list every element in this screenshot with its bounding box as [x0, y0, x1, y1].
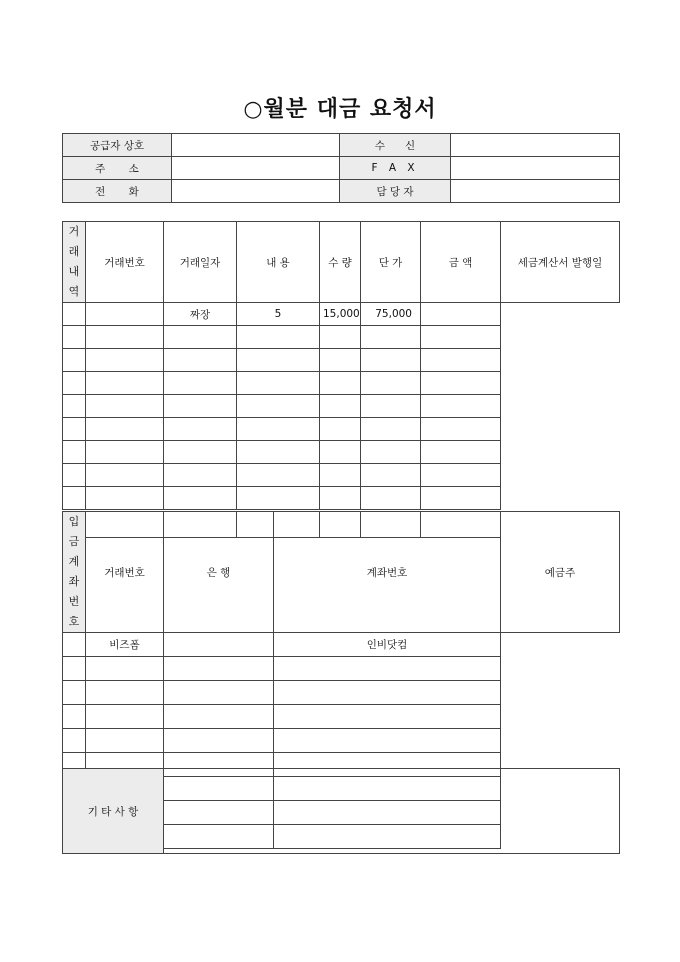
- table-cell[interactable]: [421, 372, 501, 395]
- col-header: 단 가: [361, 222, 421, 303]
- table-cell[interactable]: [237, 372, 320, 395]
- table-cell[interactable]: 인비닷컴: [274, 633, 501, 657]
- col-header: 거래번호: [86, 512, 164, 633]
- col-header: 예금주: [501, 512, 620, 633]
- table-cell[interactable]: [320, 326, 361, 349]
- table-cell[interactable]: [320, 349, 361, 372]
- table-cell[interactable]: [86, 729, 164, 753]
- table-row: [63, 729, 620, 753]
- table-cell[interactable]: [164, 418, 237, 441]
- table-cell[interactable]: [421, 326, 501, 349]
- table-cell[interactable]: [63, 487, 86, 511]
- table-cell[interactable]: [421, 487, 501, 511]
- table-row: [63, 441, 620, 464]
- table-cell[interactable]: [164, 487, 237, 511]
- table-cell[interactable]: [320, 441, 361, 464]
- table-cell[interactable]: [320, 418, 361, 441]
- table-row: [63, 487, 620, 511]
- table-cell[interactable]: [86, 657, 164, 681]
- table-cell[interactable]: [86, 395, 164, 418]
- table-cell[interactable]: [86, 681, 164, 705]
- table-cell[interactable]: [361, 418, 421, 441]
- table-cell[interactable]: [320, 395, 361, 418]
- table-cell[interactable]: [361, 441, 421, 464]
- table-cell[interactable]: [361, 349, 421, 372]
- col-header: 세금계산서 발행일: [501, 222, 620, 303]
- col-header: 거래일자: [164, 222, 237, 303]
- table-cell[interactable]: [63, 633, 86, 657]
- table-cell[interactable]: 15,000: [320, 303, 361, 326]
- col-header: 내 용: [237, 222, 320, 303]
- table-cell[interactable]: [86, 418, 164, 441]
- table-cell[interactable]: [421, 303, 501, 326]
- table-row: [63, 418, 620, 441]
- table-cell[interactable]: [63, 349, 86, 372]
- table-cell[interactable]: [164, 349, 237, 372]
- manager-label: 담 당 자: [340, 180, 451, 203]
- col-header: 은 행: [164, 512, 274, 633]
- table-row: [63, 633, 620, 657]
- col-header: 계좌번호: [274, 512, 501, 633]
- table-row: [63, 326, 620, 349]
- fax-label: F A X: [340, 157, 451, 180]
- table-cell[interactable]: [320, 487, 361, 511]
- table-cell[interactable]: [361, 464, 421, 487]
- table-cell[interactable]: [361, 372, 421, 395]
- table-cell[interactable]: [237, 464, 320, 487]
- table-cell[interactable]: [164, 395, 237, 418]
- supplier-label: 공급자 상호: [63, 134, 172, 157]
- deposit-side-label: 입 금 계 좌 번 호: [63, 512, 86, 633]
- table-cell[interactable]: [63, 395, 86, 418]
- phone-label: 전 화: [63, 180, 172, 203]
- table-cell[interactable]: [237, 326, 320, 349]
- transactions-side-label: 거 래 내 역: [63, 222, 86, 303]
- table-cell[interactable]: [274, 705, 501, 729]
- table-cell[interactable]: [86, 303, 164, 326]
- manager-field[interactable]: [451, 180, 620, 203]
- table-cell[interactable]: [63, 729, 86, 753]
- page-title: ○월분 대금 요청서: [243, 97, 437, 122]
- notes-table: [62, 768, 620, 854]
- table-cell[interactable]: [320, 372, 361, 395]
- table-cell[interactable]: [237, 441, 320, 464]
- address-label: 주 소: [63, 157, 172, 180]
- table-cell[interactable]: [274, 729, 501, 753]
- table-row: [63, 464, 620, 487]
- table-cell[interactable]: [63, 657, 86, 681]
- table-row: [63, 681, 620, 705]
- supplier-info-table: [62, 133, 620, 203]
- table-cell[interactable]: [164, 729, 274, 753]
- table-cell[interactable]: [361, 326, 421, 349]
- table-cell[interactable]: [63, 303, 86, 326]
- table-row: [63, 349, 620, 372]
- table-cell[interactable]: [86, 705, 164, 729]
- table-cell[interactable]: [63, 441, 86, 464]
- col-header: 거래번호: [86, 222, 164, 303]
- table-cell[interactable]: [421, 464, 501, 487]
- table-cell[interactable]: [86, 441, 164, 464]
- fax-field[interactable]: [451, 157, 620, 180]
- table-cell[interactable]: [361, 395, 421, 418]
- table-cell[interactable]: [421, 395, 501, 418]
- table-cell[interactable]: [164, 372, 237, 395]
- table-cell[interactable]: [86, 326, 164, 349]
- table-cell[interactable]: [320, 464, 361, 487]
- table-cell[interactable]: 5: [237, 303, 320, 326]
- recipient-field[interactable]: [451, 134, 620, 157]
- notes-field[interactable]: [164, 769, 620, 854]
- table-cell[interactable]: [63, 372, 86, 395]
- table-cell[interactable]: [164, 705, 274, 729]
- table-cell[interactable]: [164, 657, 274, 681]
- table-cell[interactable]: [86, 372, 164, 395]
- address-field[interactable]: [172, 157, 340, 180]
- table-cell[interactable]: [237, 349, 320, 372]
- table-cell[interactable]: [274, 657, 501, 681]
- table-cell[interactable]: [164, 441, 237, 464]
- table-row: [63, 395, 620, 418]
- recipient-label: 수 신: [340, 134, 451, 157]
- table-cell[interactable]: 75,000: [361, 303, 421, 326]
- table-cell[interactable]: [361, 487, 421, 511]
- table-cell[interactable]: [63, 326, 86, 349]
- col-header: 수 량: [320, 222, 361, 303]
- table-row: [63, 705, 620, 729]
- table-row: [63, 657, 620, 681]
- table-cell[interactable]: [86, 487, 164, 511]
- col-header: 금 액: [421, 222, 501, 303]
- table-cell[interactable]: [164, 326, 237, 349]
- table-cell[interactable]: [63, 464, 86, 487]
- phone-field[interactable]: [172, 180, 340, 203]
- table-cell[interactable]: 짜장: [164, 303, 237, 326]
- transactions-table: [62, 221, 620, 538]
- table-cell[interactable]: [63, 681, 86, 705]
- table-cell[interactable]: [421, 349, 501, 372]
- table-cell[interactable]: [237, 418, 320, 441]
- table-cell[interactable]: [63, 705, 86, 729]
- notes-label: 기 타 사 항: [63, 769, 164, 854]
- table-cell[interactable]: [421, 441, 501, 464]
- table-cell[interactable]: [164, 681, 274, 705]
- table-cell[interactable]: [421, 418, 501, 441]
- table-cell[interactable]: [164, 464, 237, 487]
- table-cell[interactable]: [164, 633, 274, 657]
- table-cell[interactable]: [86, 349, 164, 372]
- table-cell[interactable]: [63, 418, 86, 441]
- table-cell[interactable]: [274, 681, 501, 705]
- table-cell[interactable]: 비즈폼: [86, 633, 164, 657]
- table-row: [63, 372, 620, 395]
- table-cell[interactable]: [237, 487, 320, 511]
- table-row: [63, 303, 620, 326]
- table-cell[interactable]: [237, 395, 320, 418]
- supplier-field[interactable]: [172, 134, 340, 157]
- table-cell[interactable]: [86, 464, 164, 487]
